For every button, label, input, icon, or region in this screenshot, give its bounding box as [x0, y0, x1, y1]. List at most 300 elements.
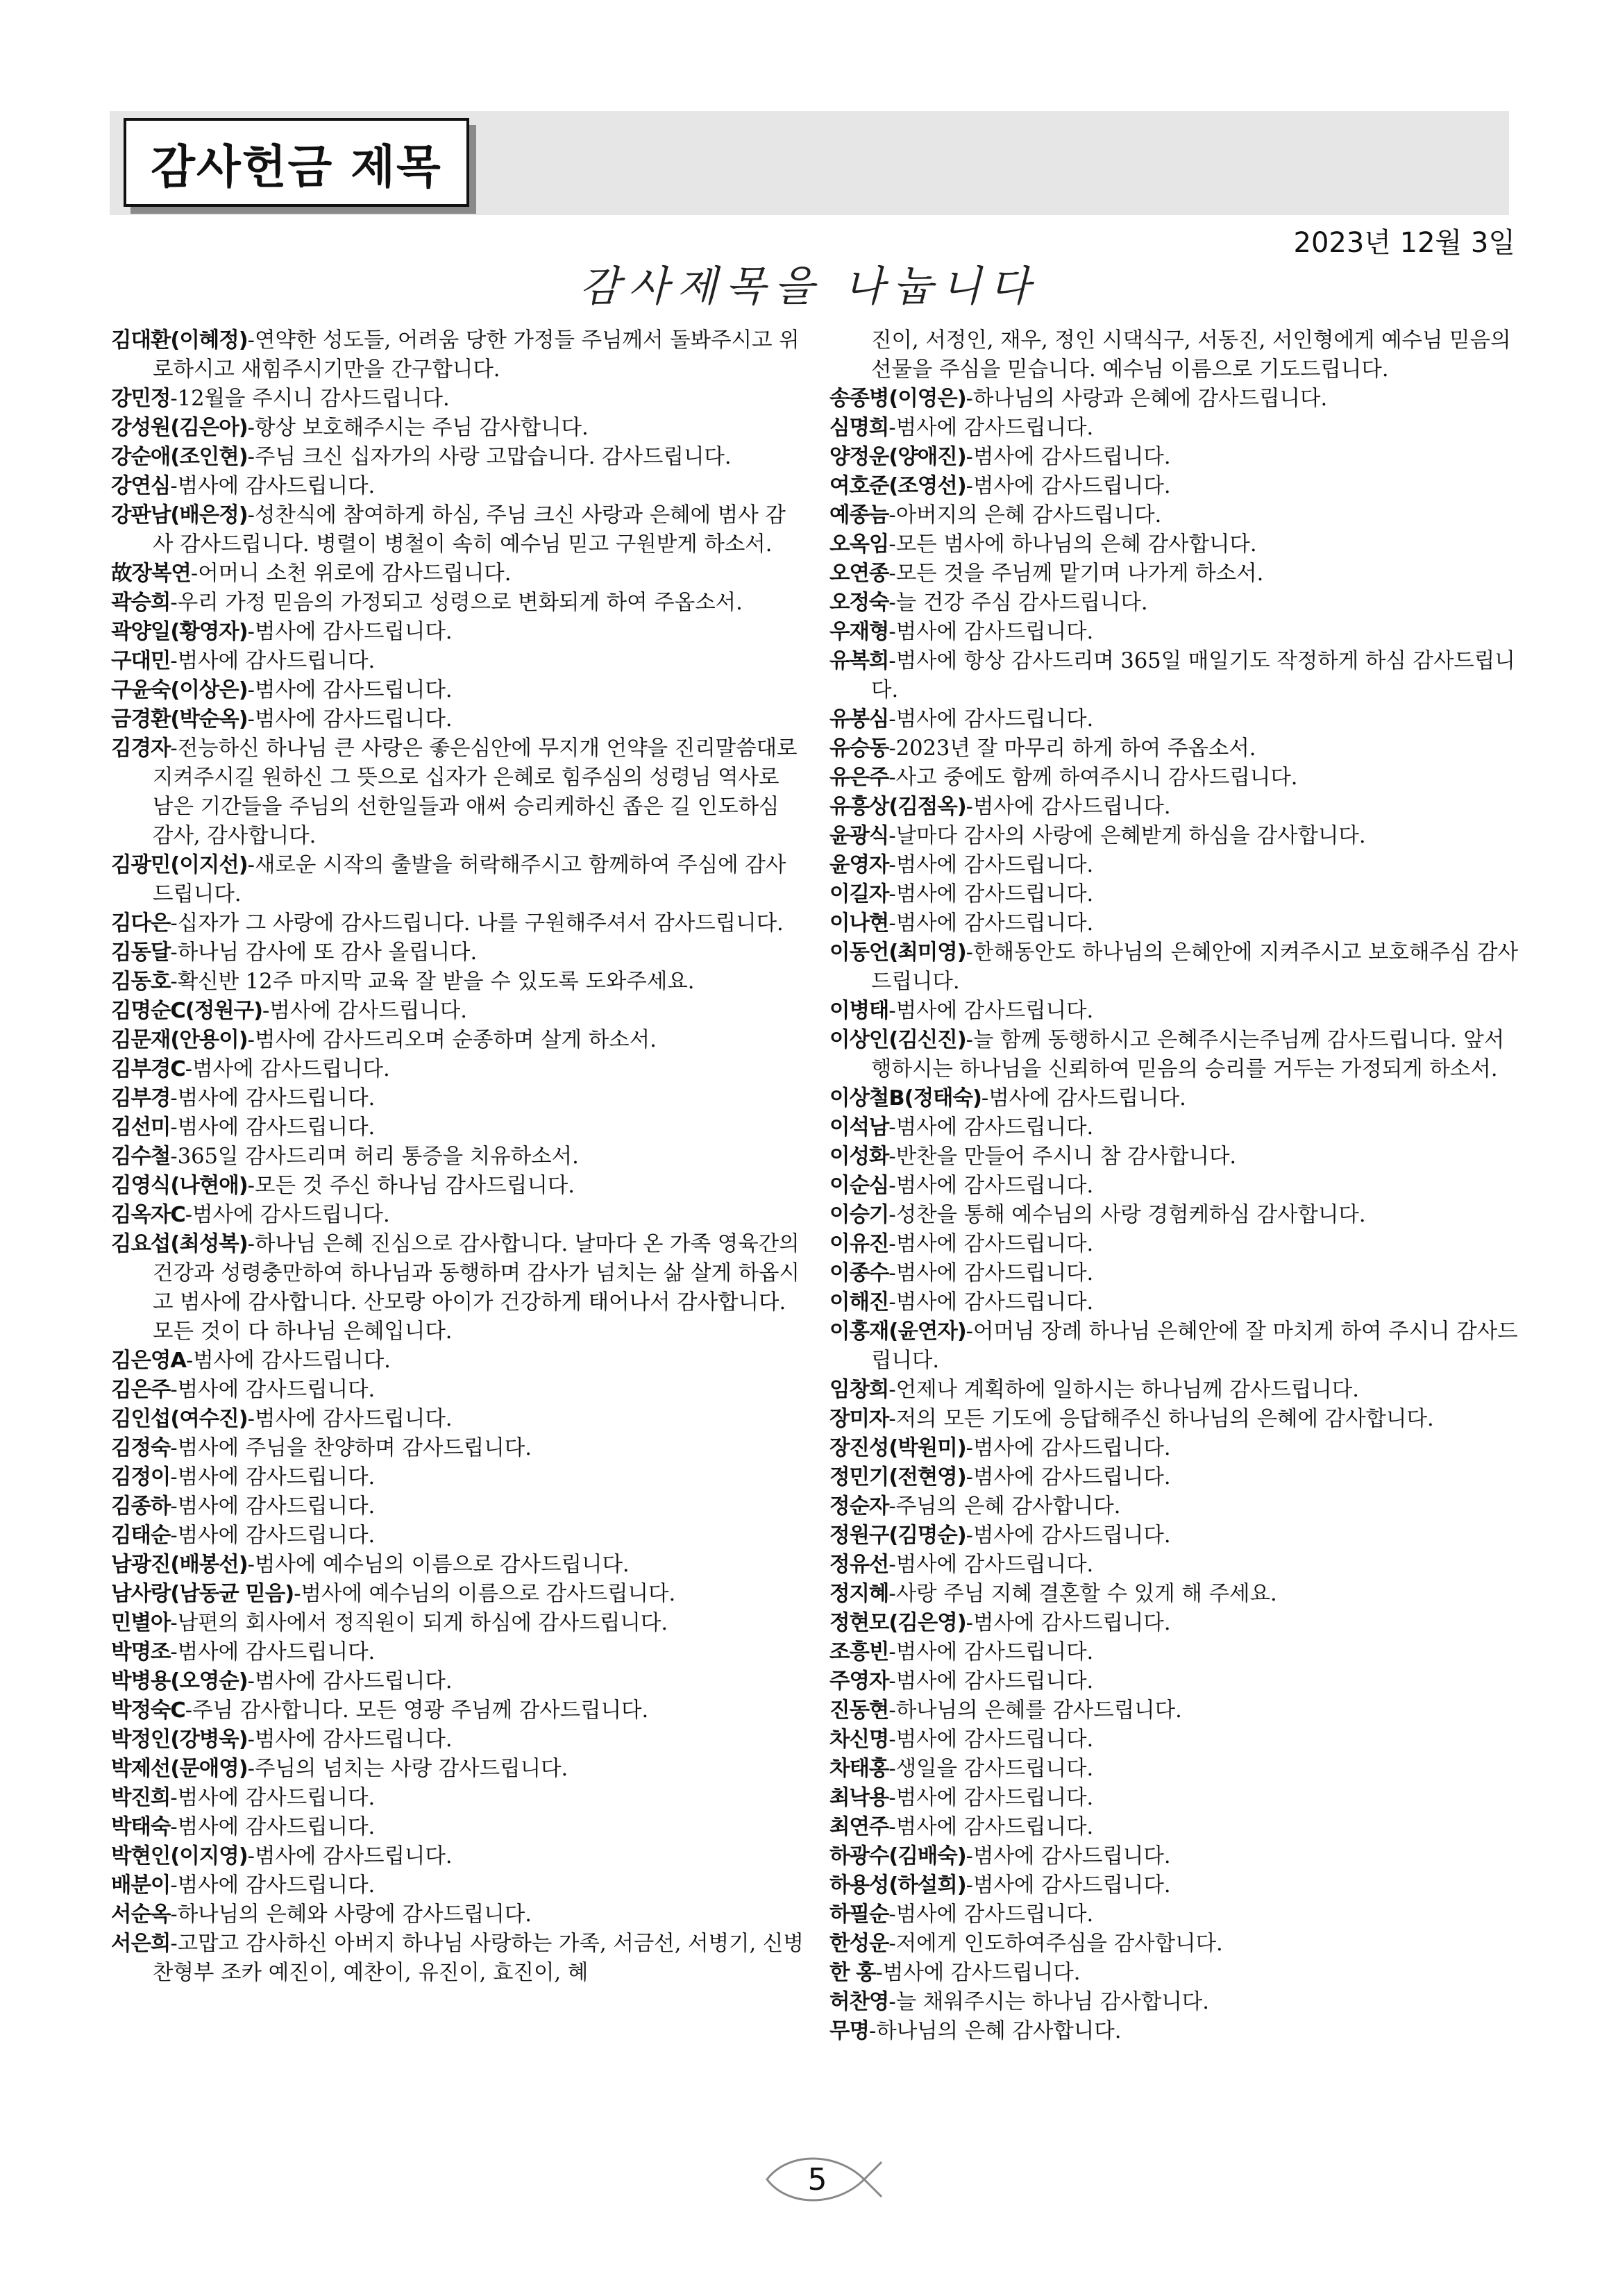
- donor-name: 임창희: [829, 1378, 889, 1402]
- list-item: [111, 1930, 805, 1988]
- list-item: [111, 385, 805, 414]
- thanks-text: -확신반 12주 마지막 교육 잘 받을 수 있도록 도와주세요.: [170, 970, 695, 994]
- list-item: [829, 851, 1527, 880]
- donor-name: 김정숙: [111, 1436, 171, 1460]
- thanks-text: -범사에 감사드립니다.: [170, 1465, 376, 1489]
- donor-name: 김경자: [111, 736, 171, 761]
- donor-name: 박제선(문애영): [111, 1757, 248, 1781]
- list-item: [111, 1580, 805, 1609]
- thanks-text: -범사에 항상 감사드리며 365일 매일기도 작정하게 하심 감사드립니다.: [871, 649, 1515, 702]
- thanks-text: -범사에 감사드립니다.: [262, 999, 467, 1023]
- list-item: [829, 1988, 1527, 2017]
- date: 2023년 12월 3일: [1293, 227, 1515, 259]
- list-item: [111, 909, 805, 938]
- thanks-text: -주님 크신 십자가의 사랑 고맙습니다. 감사드립니다.: [247, 445, 732, 469]
- thanks-text: -범사에 감사드립니다.: [966, 1844, 1171, 1868]
- donor-name: 이유진: [829, 1232, 889, 1256]
- list-item: [111, 501, 805, 559]
- donor-name: 예종늠: [829, 503, 889, 527]
- donor-name: 김은영A: [111, 1349, 186, 1373]
- thanks-text: -범사에 감사드립니다.: [888, 882, 1094, 906]
- donor-name: 이상인(김신진): [829, 1028, 966, 1052]
- list-item: [829, 501, 1527, 530]
- list-item: [111, 938, 805, 968]
- thanks-text: -범사에 감사드립니다.: [888, 1815, 1094, 1839]
- donor-name: 주영자: [829, 1669, 889, 1694]
- donor-name: 정원구(김명순): [829, 1523, 966, 1548]
- list-item: [829, 1551, 1527, 1580]
- thanks-text: -범사에 감사드립니다.: [888, 1174, 1094, 1198]
- thanks-text: -범사에 감사드립니다.: [888, 1232, 1094, 1256]
- list-item: [829, 1084, 1527, 1113]
- donor-name: 김부경C: [111, 1057, 185, 1081]
- donor-name: 이병태: [829, 999, 889, 1023]
- list-item: [829, 997, 1527, 1026]
- list-item: [111, 1492, 805, 1521]
- donor-name: 김인섭(여수진): [111, 1407, 248, 1431]
- thanks-text: -하나님의 은혜와 사랑에 감사드립니다.: [170, 1902, 532, 1927]
- thanks-text: -하나님의 은혜를 감사드립니다.: [888, 1698, 1182, 1723]
- thanks-text: -주님의 은혜 감사합니다.: [888, 1494, 1121, 1519]
- list-item: [111, 1696, 805, 1725]
- list-item: [111, 647, 805, 676]
- thanks-text: -범사에 감사드립니다.: [966, 445, 1171, 469]
- list-item: [829, 1288, 1527, 1317]
- donor-name: 김수철: [111, 1145, 171, 1169]
- thanks-text: -범사에 감사드립니다.: [170, 649, 376, 673]
- donor-name: 무명: [829, 2019, 869, 2043]
- thanks-text: -범사에 감사드립니다.: [170, 474, 376, 498]
- list-item: [829, 1376, 1527, 1405]
- thanks-text: -범사에 감사드립니다.: [170, 1786, 376, 1810]
- thanks-text: -아버지의 은혜 감사드립니다.: [888, 503, 1162, 527]
- list-item: [111, 1113, 805, 1142]
- donor-name: 정순자: [829, 1494, 889, 1519]
- donor-name: 김명순C(정원구): [111, 999, 263, 1023]
- list-item: [111, 851, 805, 909]
- donor-name: 민별아: [111, 1611, 171, 1635]
- donor-name: 윤광식: [829, 824, 889, 848]
- thanks-text: -범사에 주님을 찬양하며 감사드립니다.: [170, 1436, 532, 1460]
- donor-name: 김영식(나현애): [111, 1174, 248, 1198]
- list-item: [111, 968, 805, 997]
- list-item: [829, 734, 1527, 763]
- donor-name: 서순옥: [111, 1902, 171, 1927]
- donor-name: 진동현: [829, 1698, 889, 1723]
- list-item: [829, 1959, 1527, 1988]
- list-item: [111, 1755, 805, 1784]
- donor-name: 곽승희: [111, 591, 171, 615]
- donor-name: 장진성(박원미): [829, 1436, 966, 1460]
- list-item: [829, 1259, 1527, 1288]
- donor-name: 여호준(조영선): [829, 474, 966, 498]
- thanks-text: -범사에 감사드립니다.: [966, 1436, 1171, 1460]
- donor-name: 오옥임: [829, 532, 889, 557]
- list-item: [829, 1172, 1527, 1201]
- list-item: [829, 938, 1527, 997]
- donor-name: 이승기: [829, 1203, 889, 1227]
- list-item: [829, 1434, 1527, 1463]
- section-title: 감사헌금 제목: [151, 140, 442, 194]
- list-item: [111, 1463, 805, 1492]
- donor-name: 강민정: [111, 387, 171, 411]
- page-number: 5: [807, 2161, 827, 2197]
- donor-name: 박병용(오영순): [111, 1669, 248, 1694]
- donor-name: 하용성(하설희): [829, 1873, 966, 1898]
- thanks-text: -하나님 은혜 진심으로 감사합니다. 날마다 온 가족 영육간의 건강과 성령충만하여 하나님과 동행하며 감사가 넘치는 삶 살게 하옵시고 범사에 감사합니다. 산모랑 아이가 건강하게 태어나서 감사합니다. 모든 것이 다 하나님 은혜입니다.: [153, 1232, 800, 1344]
- thanks-text: -한해동안도 하나님의 은혜안에 지켜주시고 보호해주심 감사드립니다.: [871, 940, 1519, 994]
- thanks-text: -범사에 감사드립니다.: [888, 999, 1094, 1023]
- thanks-text: -범사에 감사드립니다.: [888, 1786, 1094, 1810]
- list-item: [111, 1084, 805, 1113]
- thanks-text: -새로운 시작의 출발을 허락해주시고 함께하여 주심에 감사드립니다.: [153, 853, 786, 906]
- list-item: [111, 443, 805, 472]
- list-item: [111, 1347, 805, 1376]
- thanks-text: -범사에 감사드립니다.: [170, 1815, 376, 1839]
- list-item: [829, 1405, 1527, 1434]
- donor-name: 김정이: [111, 1465, 171, 1489]
- donor-name: 조흥빈: [829, 1640, 889, 1664]
- donor-name: 최연주: [829, 1815, 889, 1839]
- donor-name: 박진희: [111, 1786, 171, 1810]
- donor-name: 김동달: [111, 940, 171, 965]
- list-item: [111, 589, 805, 618]
- donor-name: 박태숙: [111, 1815, 171, 1839]
- thanks-text: -12월을 주시니 감사드립니다.: [170, 387, 450, 411]
- donor-name: 이나현: [829, 911, 889, 936]
- list-item: [111, 1551, 805, 1580]
- thanks-text: -범사에 감사드립니다.: [170, 1115, 376, 1140]
- list-item: [111, 676, 805, 705]
- list-item: [829, 1930, 1527, 1959]
- thanks-text: -범사에 감사드립니다.: [170, 1640, 376, 1664]
- thanks-text: -반찬을 만들어 주시니 참 감사합니다.: [888, 1145, 1237, 1169]
- donor-name: 유은주: [829, 766, 889, 790]
- donor-name: 배분이: [111, 1873, 171, 1898]
- list-item: [829, 1696, 1527, 1725]
- thanks-text: -늘 건강 주심 감사드립니다.: [888, 591, 1148, 615]
- thanks-text: -범사에 감사드립니다.: [888, 707, 1094, 732]
- list-item: [829, 1492, 1527, 1521]
- thanks-text: -범사에 감사드립니다.: [247, 1669, 453, 1694]
- thanks-text: -범사에 감사드립니다.: [888, 1553, 1094, 1577]
- donor-name: 윤영자: [829, 853, 889, 877]
- list-item: [829, 530, 1527, 559]
- thanks-text: -범사에 감사드립니다.: [888, 911, 1094, 936]
- list-item: [829, 385, 1527, 414]
- list-item: [111, 1172, 805, 1201]
- donor-name: 오연종: [829, 562, 889, 586]
- thanks-text: -범사에 감사드립니다.: [875, 1961, 1081, 1985]
- list-item: [111, 1813, 805, 1842]
- thanks-text: -사고 중에도 함께 하여주시니 감사드립니다.: [888, 766, 1298, 790]
- left-column: [111, 326, 805, 1988]
- donor-name: 서은희: [111, 1932, 171, 1956]
- list-item: [111, 734, 805, 851]
- thanks-text: -범사에 감사드립니다.: [186, 1349, 391, 1373]
- list-item: [111, 1667, 805, 1696]
- thanks-text: -범사에 감사드립니다.: [185, 1203, 390, 1227]
- list-item: [111, 1376, 805, 1405]
- thanks-text: -범사에 감사드리오며 순종하며 살게 하소서.: [247, 1028, 657, 1052]
- thanks-text: -범사에 감사드립니다.: [888, 1290, 1094, 1315]
- thanks-text: -범사에 감사드립니다.: [170, 1494, 376, 1519]
- donor-name: 남광진(배봉선): [111, 1553, 248, 1577]
- thanks-text: -범사에 감사드립니다.: [185, 1057, 390, 1081]
- thanks-text: -생일을 감사드립니다.: [888, 1757, 1094, 1781]
- donor-name: 양정운(양애진): [829, 445, 966, 469]
- donor-name: 차신명: [829, 1728, 889, 1752]
- thanks-text: -범사에 감사드립니다.: [247, 1728, 453, 1752]
- thanks-text: -범사에 감사드립니다.: [888, 416, 1094, 440]
- donor-name: 강성원(김은아): [111, 416, 248, 440]
- list-item: [829, 2017, 1527, 2046]
- list-item: [111, 1142, 805, 1172]
- list-item: [111, 1725, 805, 1755]
- donor-name: 하광수(김배숙): [829, 1844, 966, 1868]
- list-item: [829, 1142, 1527, 1172]
- thanks-text: -하나님의 사랑과 은혜에 감사드립니다.: [966, 387, 1328, 411]
- donor-name: 남사랑(남동균 믿음): [111, 1582, 294, 1606]
- list-item: [829, 618, 1527, 647]
- thanks-text: -범사에 예수님의 이름으로 감사드립니다.: [294, 1582, 676, 1606]
- donor-name: 유흥상(김점옥): [829, 795, 966, 819]
- thanks-text: -전능하신 하나님 큰 사랑은 좋은심안에 무지개 언약을 진리말씀대로 지켜주시길 원하신 그 뜻으로 십자가 은혜로 힘주심의 성령님 역사로 남은 기간들을 주님의 선한일들과 애써 승리케하신 좁은 길 인도하심 감사, 감사합니다.: [153, 736, 798, 848]
- donor-name: 김선미: [111, 1115, 171, 1140]
- list-item: [829, 443, 1527, 472]
- footer: [760, 2152, 885, 2207]
- donor-name: 구윤숙(이상은): [111, 678, 248, 702]
- list-item: [829, 1113, 1527, 1142]
- donor-name: 송종병(이영은): [829, 387, 966, 411]
- thanks-text: -모든 것 주신 하나님 감사드립니다.: [247, 1174, 575, 1198]
- section-title-box: [124, 118, 469, 207]
- list-item: [829, 559, 1527, 589]
- list-item: [111, 326, 805, 385]
- donor-name: 차태홍: [829, 1757, 889, 1781]
- donor-name: 이홍재(윤연자): [829, 1319, 966, 1344]
- thanks-text: -성찬식에 참여하게 하심, 주님 크신 사랑과 은혜에 범사 감사 감사드립니다. 병렬이 병철이 속히 예수님 믿고 구원받게 하소서.: [153, 503, 786, 557]
- thanks-text: -범사에 감사드립니다.: [966, 474, 1171, 498]
- thanks-text: -범사에 감사드립니다.: [170, 1086, 376, 1111]
- thanks-text: -십자가 그 사랑에 감사드립니다. 나를 구원해주셔서 감사드립니다.: [170, 911, 784, 936]
- thanks-text: -범사에 감사드립니다.: [888, 1640, 1094, 1664]
- donor-name: 김부경: [111, 1086, 171, 1111]
- donor-name: 허찬영: [829, 1990, 889, 2014]
- thanks-text: -범사에 감사드립니다.: [247, 620, 453, 644]
- list-item: [829, 1871, 1527, 1900]
- thanks-text: -늘 채워주시는 하나님 감사합니다.: [888, 1990, 1209, 2014]
- thanks-text: -모든 것을 주님께 맡기며 나가게 하소서.: [888, 562, 1264, 586]
- list-item: [829, 1638, 1527, 1667]
- list-item: [111, 1521, 805, 1551]
- thanks-text: -범사에 감사드립니다.: [966, 1611, 1171, 1635]
- list-item: [111, 1230, 805, 1347]
- list-item: [111, 1201, 805, 1230]
- thanks-text: -저의 모든 기도에 응답해주신 하나님의 은혜에 감사합니다.: [888, 1407, 1434, 1431]
- donor-name: 김요섭(최성복): [111, 1232, 248, 1256]
- headline: 감사제목을 나눕니다: [580, 262, 1038, 311]
- donor-name: 이길자: [829, 882, 889, 906]
- list-item: [829, 763, 1527, 793]
- list-item: [111, 1405, 805, 1434]
- list-item: [111, 1871, 805, 1900]
- list-item: [111, 618, 805, 647]
- list-item: [829, 880, 1527, 909]
- donor-name: 이종수: [829, 1261, 889, 1285]
- donor-name: 김옥자C: [111, 1203, 185, 1227]
- thanks-text: -저에게 인도하여주심을 감사합니다.: [888, 1932, 1223, 1956]
- donor-name: 박명조: [111, 1640, 171, 1664]
- list-item: [829, 705, 1527, 734]
- donor-name: 김태순: [111, 1523, 171, 1548]
- thanks-text: -범사에 예수님의 이름으로 감사드립니다.: [247, 1553, 630, 1577]
- list-item: [111, 472, 805, 501]
- list-item: [829, 1230, 1527, 1259]
- donor-name: 장미자: [829, 1407, 889, 1431]
- donor-name: 한성운: [829, 1932, 889, 1956]
- thanks-text: -범사에 감사드립니다.: [888, 1902, 1094, 1927]
- list-item: [829, 822, 1527, 851]
- list-item: [829, 1026, 1527, 1084]
- donor-name: 정지혜: [829, 1582, 889, 1606]
- list-item: [829, 589, 1527, 618]
- thanks-text: -범사에 감사드립니다.: [966, 1465, 1171, 1489]
- list-item: [111, 1434, 805, 1463]
- thanks-text: -범사에 감사드립니다.: [888, 1669, 1094, 1694]
- donor-name: 최낙용: [829, 1786, 889, 1810]
- list-item: [111, 997, 805, 1026]
- thanks-text: -범사에 감사드립니다.: [966, 795, 1171, 819]
- list-item: [829, 1521, 1527, 1551]
- donor-name: 이석남: [829, 1115, 889, 1140]
- donor-name: 김대환(이혜정): [111, 328, 248, 353]
- thanks-text: -범사에 감사드립니다.: [888, 620, 1094, 644]
- right-column: [829, 326, 1527, 2046]
- list-item: [829, 793, 1527, 822]
- list-item: [829, 414, 1527, 443]
- donor-name: 김종하: [111, 1494, 171, 1519]
- donor-name: 강연심: [111, 474, 171, 498]
- donor-name: 김광민(이지선): [111, 853, 248, 877]
- list-item: [111, 414, 805, 443]
- thanks-text: -언제나 계획하에 일하시는 하나님께 감사드립니다.: [888, 1378, 1359, 1402]
- thanks-text: -범사에 감사드립니다.: [888, 1728, 1094, 1752]
- thanks-text: -모든 범사에 하나님의 은혜 감사합니다.: [888, 532, 1257, 557]
- thanks-text: -범사에 감사드립니다.: [247, 678, 453, 702]
- donor-name: 곽양일(황영자): [111, 620, 248, 644]
- thanks-text: -어머니 소천 위로에 감사드립니다.: [190, 562, 512, 586]
- donor-name: 한 홍: [829, 1961, 876, 1985]
- donor-name: 우재형: [829, 620, 889, 644]
- donor-name: 박정인(강병욱): [111, 1728, 248, 1752]
- thanks-text: -연약한 성도들, 어려움 당한 가정들 주님께서 돌봐주시고 위로하시고 새힘주시기만을 간구합니다.: [153, 328, 800, 382]
- list-item: [829, 1813, 1527, 1842]
- donor-name: 정민기(전현영): [829, 1465, 966, 1489]
- list-item: [829, 1900, 1527, 1930]
- thanks-text: -범사에 감사드립니다.: [966, 1873, 1171, 1898]
- donor-name: 유승동: [829, 736, 889, 761]
- thanks-text: -범사에 감사드립니다.: [170, 1523, 376, 1548]
- donor-name: 이상철B(정태숙): [829, 1086, 981, 1111]
- donor-name: 강순애(조인현): [111, 445, 248, 469]
- list-item: [111, 1609, 805, 1638]
- donor-name: 정현모(김은영): [829, 1611, 966, 1635]
- thanks-text: -범사에 감사드립니다.: [170, 1873, 376, 1898]
- list-item: [829, 1317, 1527, 1376]
- donor-name: 김문재(안용이): [111, 1028, 248, 1052]
- donor-name: 이성화: [829, 1145, 889, 1169]
- thanks-text: -범사에 감사드립니다.: [888, 1261, 1094, 1285]
- thanks-text: -2023년 잘 마무리 하게 하여 주옵소서.: [888, 736, 1256, 761]
- continued-text: 진이, 서정인, 재우, 정인 시댁식구, 서동진, 서인형에게 예수님 믿음의 선물을 주심을 믿습니다. 예수님 이름으로 기도드립니다.: [871, 328, 1511, 382]
- thanks-text: -주님의 넘치는 사랑 감사드립니다.: [247, 1757, 568, 1781]
- donor-name: 김동호: [111, 970, 171, 994]
- list-item: [111, 1842, 805, 1871]
- thanks-text: -범사에 감사드립니다.: [170, 1378, 376, 1402]
- list-item: [829, 1755, 1527, 1784]
- donor-name: 심명희: [829, 416, 889, 440]
- list-item: [829, 1725, 1527, 1755]
- thanks-text: -어머님 장례 하나님 은혜안에 잘 마치게 하여 주시니 감사드립니다.: [871, 1319, 1518, 1373]
- thanks-text: -365일 감사드리며 허리 통증을 치유하소서.: [170, 1145, 579, 1169]
- list-item: [829, 472, 1527, 501]
- list-item: [829, 647, 1527, 705]
- thanks-text: -범사에 감사드립니다.: [247, 1844, 453, 1868]
- list-item: [829, 909, 1527, 938]
- thanks-text: -범사에 감사드립니다.: [888, 853, 1094, 877]
- donor-name: 김은주: [111, 1378, 171, 1402]
- donor-name: 故장복연: [111, 562, 191, 586]
- thanks-text: -성찬을 통해 예수님의 사랑 경험케하심 감사합니다.: [888, 1203, 1366, 1227]
- donor-name: 유봉심: [829, 707, 889, 732]
- list-item: [829, 1463, 1527, 1492]
- donor-name: 구대민: [111, 649, 171, 673]
- thanks-text: -우리 가정 믿음의 가정되고 성령으로 변화되게 하여 주옵소서.: [170, 591, 743, 615]
- donor-name: 유복희: [829, 649, 889, 673]
- list-item: [111, 1784, 805, 1813]
- donor-name: 강판남(배은정): [111, 503, 248, 527]
- donor-name: 박정숙C: [111, 1698, 185, 1723]
- thanks-text: -범사에 감사드립니다.: [888, 1115, 1094, 1140]
- thanks-text: -범사에 감사드립니다.: [247, 1407, 453, 1431]
- donor-name: 정유선: [829, 1553, 889, 1577]
- thanks-text: -늘 함께 동행하시고 은혜주시는주님께 감사드립니다. 앞서 행하시는 하나님을 신뢰하여 믿음의 승리를 거두는 가정되게 하소서.: [871, 1028, 1505, 1081]
- list-item: [829, 1784, 1527, 1813]
- list-item: [829, 1842, 1527, 1871]
- donor-name: 이순심: [829, 1174, 889, 1198]
- thanks-text: -항상 보호해주시는 주님 감사합니다.: [247, 416, 589, 440]
- list-item: [111, 1900, 805, 1930]
- thanks-text: -하나님 감사에 또 감사 올립니다.: [170, 940, 478, 965]
- list-item: [829, 1580, 1527, 1609]
- donor-name: 금경환(박순옥): [111, 707, 248, 732]
- thanks-text: -하나님의 은혜 감사합니다.: [868, 2019, 1122, 2043]
- list-item: [111, 705, 805, 734]
- thanks-text: -범사에 감사드립니다.: [981, 1086, 1186, 1111]
- list-item: [829, 1667, 1527, 1696]
- donor-name: 김다은: [111, 911, 171, 936]
- list-item: [111, 559, 805, 589]
- thanks-text: -사랑 주님 지혜 결혼할 수 있게 해 주세요.: [888, 1582, 1277, 1606]
- list-item: [111, 1638, 805, 1667]
- donor-name: 이동언(최미영): [829, 940, 966, 965]
- thanks-text: -날마다 감사의 사랑에 은혜받게 하심을 감사합니다.: [888, 824, 1366, 848]
- list-item: [829, 1201, 1527, 1230]
- list-item: [111, 1055, 805, 1084]
- thanks-text: -주님 감사합니다. 모든 영광 주님께 감사드립니다.: [185, 1698, 649, 1723]
- thanks-text: -고맙고 감사하신 아버지 하나님 사랑하는 가족, 서금선, 서병기, 신병찬형부 조카 예진이, 예찬이, 유진이, 효진이, 혜: [153, 1932, 804, 1985]
